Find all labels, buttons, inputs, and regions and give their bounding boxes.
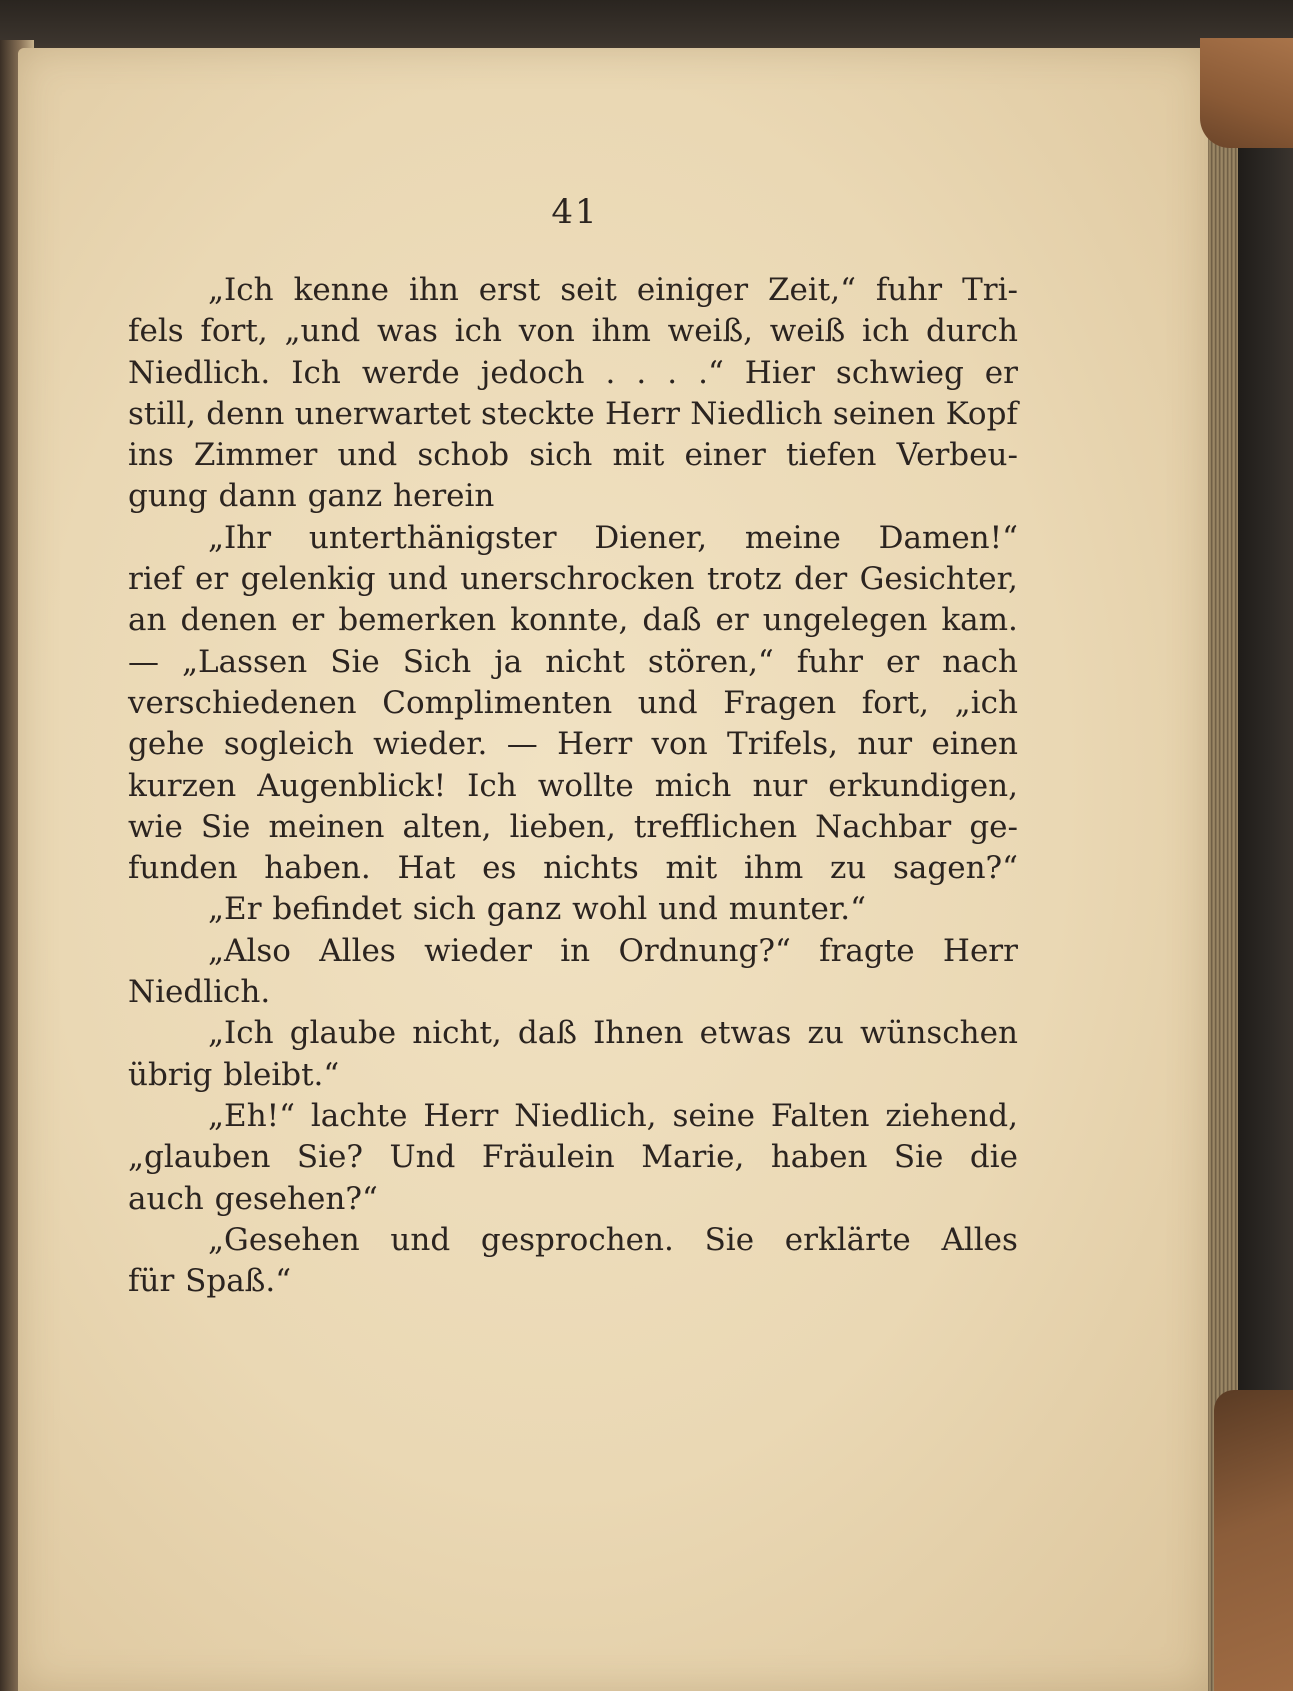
word: still,: [128, 395, 196, 432]
word: Gesichter,: [859, 561, 1018, 598]
word: „Eh!“: [208, 1097, 295, 1134]
word: Niedlich: [690, 395, 823, 432]
word: Complimenten: [382, 684, 613, 721]
word: wieder.: [373, 726, 488, 763]
word: trefflichen: [633, 808, 798, 845]
word: gelenkig: [240, 561, 376, 598]
word: lachte: [310, 1097, 408, 1134]
word: ge-: [969, 808, 1018, 845]
word: wünschen: [859, 1015, 1018, 1052]
word: Alles: [319, 932, 396, 969]
word: bemerken: [338, 602, 497, 639]
word: .“: [698, 354, 724, 391]
text-line: [128, 353, 1018, 394]
word: erklärte: [784, 1221, 911, 1258]
word: —: [128, 643, 159, 680]
text-line: [128, 683, 1018, 724]
word: ins: [128, 437, 174, 474]
word: meine: [744, 519, 841, 556]
word: durch: [926, 313, 1018, 350]
word: kenne: [293, 272, 390, 308]
word: wohl: [572, 891, 648, 928]
word: glaube: [289, 1015, 397, 1052]
word: schob: [417, 437, 510, 474]
word: werde: [361, 354, 460, 391]
word: Ich: [467, 767, 517, 804]
word: trotz: [706, 561, 782, 598]
text-line: [128, 972, 1018, 1013]
word: sich: [529, 437, 593, 474]
word: haben.: [264, 850, 371, 887]
word: unerschrocken: [460, 561, 695, 598]
word: ganz: [486, 891, 562, 928]
word: Zeit,“: [767, 272, 856, 308]
word: gehe: [128, 726, 205, 763]
word: schwieg: [835, 354, 964, 391]
word: Ich: [291, 354, 341, 391]
word: Sie: [704, 1221, 755, 1258]
word: ja: [494, 643, 523, 680]
word: Augenblick!: [257, 767, 447, 804]
word: alten,: [402, 808, 492, 845]
word: für: [128, 1263, 175, 1300]
word: Sie: [200, 808, 251, 845]
word: weiß,: [667, 313, 754, 350]
word: herein: [393, 478, 495, 515]
word: Fragen: [723, 684, 837, 721]
word: Hat: [397, 850, 456, 887]
word: Ihnen: [593, 1015, 684, 1052]
word: mit: [665, 850, 718, 887]
word: Hier: [744, 354, 815, 391]
word: ganz: [307, 478, 383, 515]
word: Falten: [770, 1097, 870, 1134]
text-line: [128, 642, 1018, 683]
word: er: [291, 602, 325, 639]
word: denen: [180, 602, 277, 639]
word: wie: [128, 808, 183, 845]
word: Marie,: [641, 1139, 745, 1176]
word: funden: [128, 850, 238, 887]
word: daß: [517, 1015, 577, 1052]
word: fuhr: [796, 643, 864, 680]
word: „Gesehen: [208, 1221, 360, 1258]
word: sogleich: [223, 726, 354, 763]
word: ungelegen: [762, 602, 928, 639]
word: von: [651, 726, 708, 763]
word: wieder: [424, 932, 532, 969]
word: ich: [862, 313, 910, 350]
word: unerwartet: [294, 395, 471, 432]
word: jedoch: [480, 354, 585, 391]
word: seinen: [832, 395, 936, 432]
word: munter.“: [728, 891, 866, 928]
page-number: 41: [551, 192, 599, 232]
word: nicht,: [412, 1015, 502, 1052]
body-text: [128, 270, 1018, 1302]
word: „ich: [954, 684, 1018, 721]
text-line: [128, 435, 1018, 476]
word: erst: [478, 272, 541, 308]
text-line: [128, 476, 1018, 517]
word: steckte: [481, 395, 595, 432]
word: kurzen: [128, 767, 237, 804]
word: und: [637, 684, 698, 721]
word: befindet: [272, 891, 402, 928]
word: ihm: [591, 313, 651, 350]
word: Niedlich,: [514, 1097, 657, 1134]
word: wollte: [537, 767, 634, 804]
text-line: [128, 1261, 1018, 1302]
word: und: [337, 437, 398, 474]
word: er: [886, 643, 920, 680]
text-line: [128, 931, 1018, 972]
text-line: [128, 848, 1018, 889]
word: erkundigen,: [828, 767, 1018, 804]
word: weiß: [769, 313, 846, 350]
word: „Er: [208, 891, 262, 928]
word: „Ich: [208, 1015, 274, 1052]
word: haben: [770, 1139, 868, 1176]
word: nur: [752, 767, 808, 804]
word: Niedlich.: [128, 354, 271, 391]
word: „Also: [208, 932, 291, 969]
word: gung: [128, 478, 208, 515]
word: er: [715, 602, 749, 639]
word: seine: [672, 1097, 755, 1134]
word: Ordnung?“: [618, 932, 791, 969]
word: von: [518, 313, 575, 350]
word: seit: [560, 272, 617, 308]
word: nur: [857, 726, 913, 763]
word: „Lassen: [181, 643, 308, 680]
word: bleibt.“: [223, 1056, 340, 1093]
word: einiger: [636, 272, 749, 308]
word: daß: [642, 602, 702, 639]
word: und: [388, 561, 448, 598]
word: .: [667, 354, 678, 391]
text-line: [128, 559, 1018, 600]
word: Sich: [402, 643, 472, 680]
word: rief: [128, 561, 183, 598]
word: die: [969, 1139, 1018, 1176]
word: Herr: [604, 395, 680, 432]
text-line: [128, 807, 1018, 848]
word: Sie: [893, 1139, 944, 1176]
word: fels: [128, 313, 184, 350]
word: sich: [412, 891, 476, 928]
word: ziehend,: [885, 1097, 1018, 1134]
word: Niedlich.: [128, 974, 271, 1011]
text-line: [128, 1179, 1018, 1220]
word: Kopf: [945, 395, 1018, 432]
word: es: [482, 850, 517, 887]
word: übrig: [128, 1056, 213, 1093]
word: Trifels,: [727, 726, 838, 763]
word: Diener,: [594, 519, 708, 556]
word: zu: [807, 1015, 844, 1052]
word: ihn: [408, 272, 459, 308]
word: er: [984, 354, 1018, 391]
word: lieben,: [509, 808, 616, 845]
word: sagen?“: [892, 850, 1018, 887]
word: dann: [218, 478, 297, 515]
text-line: [128, 1220, 1018, 1261]
word: Herr: [942, 932, 1018, 969]
word: gesehen?“: [214, 1180, 378, 1217]
word: stören,“: [647, 643, 774, 680]
word: .: [605, 354, 616, 391]
word: ich: [454, 313, 502, 350]
word: Und: [389, 1139, 456, 1176]
word: Fräulein: [481, 1139, 615, 1176]
word: in: [560, 932, 591, 969]
word: nicht: [545, 643, 625, 680]
text-line: [128, 270, 1018, 311]
word: Spaß.“: [185, 1263, 292, 1300]
word: ihm: [743, 850, 804, 887]
word: Sie?: [296, 1139, 363, 1176]
text-line: [128, 766, 1018, 807]
word: Alles: [941, 1221, 1018, 1258]
text-line: [128, 724, 1018, 765]
word: unterthänigster: [308, 519, 557, 556]
word: .: [636, 354, 647, 391]
word: Nachbar: [815, 808, 952, 845]
leather-corner-bottom: [1214, 1390, 1293, 1691]
word: einen: [931, 726, 1018, 763]
word: denn: [206, 395, 285, 432]
text-line: [128, 1013, 1018, 1054]
word: auch: [128, 1180, 204, 1217]
word: zu: [829, 850, 867, 887]
word: Verbeu-: [896, 437, 1018, 474]
text-line: [128, 518, 1018, 559]
word: einer: [684, 437, 766, 474]
leather-corner-top: [1200, 38, 1293, 148]
word: an: [128, 602, 167, 639]
word: „Ihr: [208, 519, 272, 556]
text-line: [128, 394, 1018, 435]
word: und: [658, 891, 718, 928]
word: etwas: [699, 1015, 792, 1052]
word: mich: [654, 767, 732, 804]
word: fragte: [819, 932, 915, 969]
word: —: [506, 726, 538, 763]
text-line: [128, 1096, 1018, 1137]
word: fuhr: [875, 272, 943, 308]
text-line: [128, 1137, 1018, 1178]
text-line: [128, 1055, 1018, 1096]
text-line: [128, 311, 1018, 352]
word: Tri-: [962, 272, 1018, 308]
word: gesprochen.: [480, 1221, 674, 1258]
word: er: [195, 561, 229, 598]
word: fort,: [200, 313, 268, 350]
word: mit: [612, 437, 665, 474]
text-line: [128, 600, 1018, 641]
word: Herr: [423, 1097, 499, 1134]
word: verschiedenen: [128, 684, 357, 721]
word: meinen: [268, 808, 385, 845]
word: „Ich: [208, 272, 274, 308]
word: „und: [284, 313, 361, 350]
text-line: [128, 889, 1018, 930]
word: Herr: [557, 726, 633, 763]
word: konnte,: [510, 602, 629, 639]
word: der: [794, 561, 848, 598]
word: fort,: [861, 684, 930, 721]
word: nichts: [543, 850, 639, 887]
word: was: [377, 313, 438, 350]
word: und: [390, 1221, 451, 1258]
word: tiefen: [785, 437, 877, 474]
word: Zimmer: [193, 437, 318, 474]
word: Sie: [330, 643, 380, 680]
word: Damen!“: [878, 519, 1018, 556]
word: nach: [942, 643, 1018, 680]
word: kam.: [941, 602, 1018, 639]
word: „glauben: [128, 1139, 271, 1176]
